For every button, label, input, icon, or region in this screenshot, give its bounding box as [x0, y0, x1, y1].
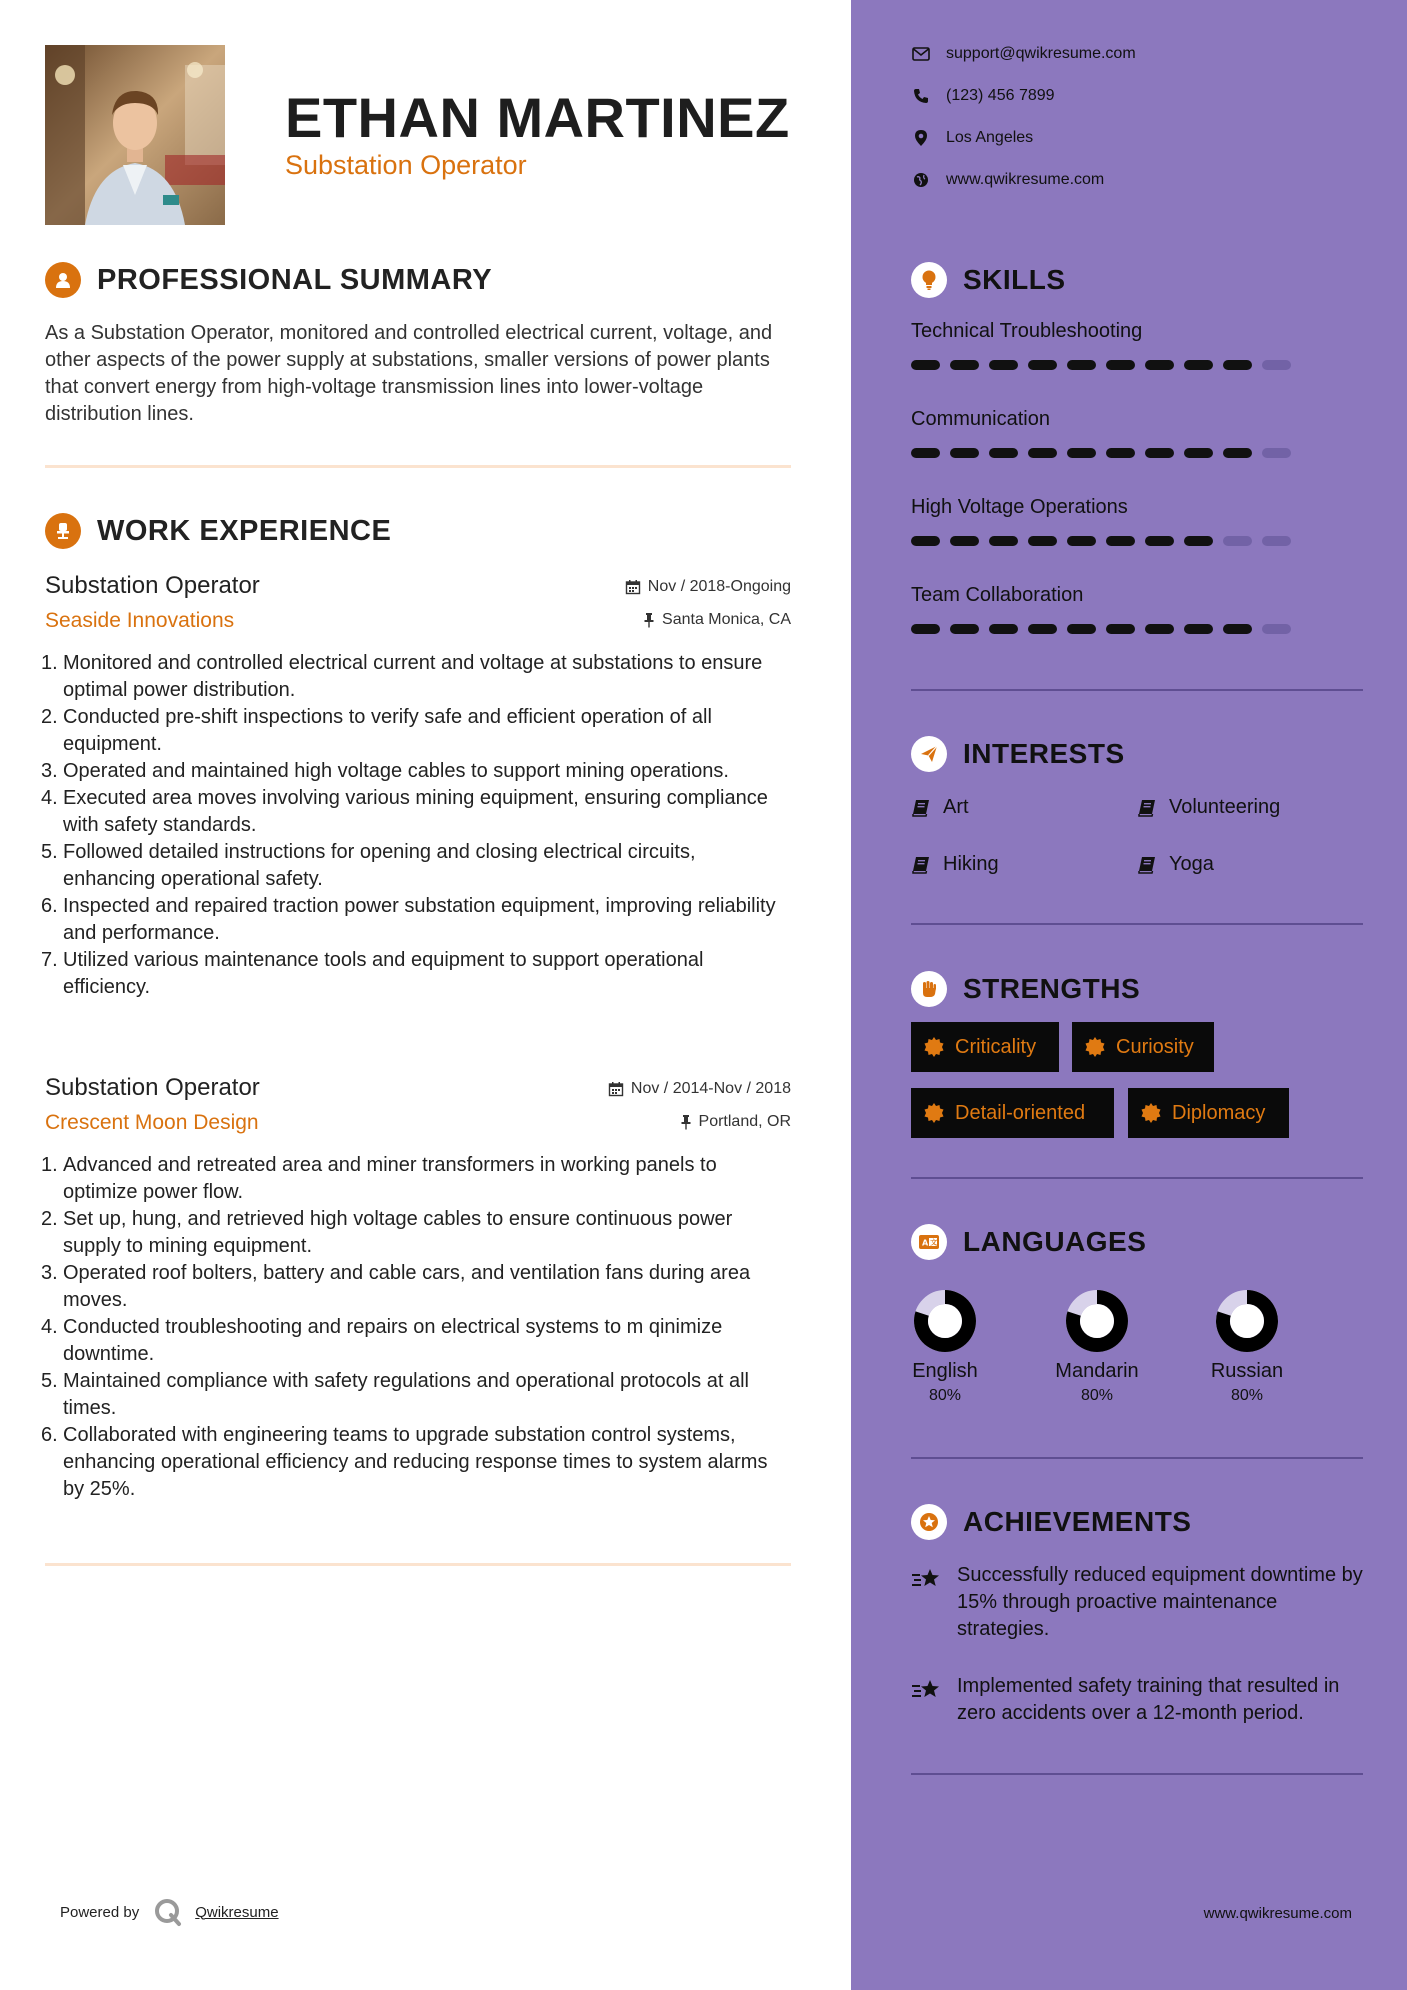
- language-item: [1187, 1288, 1307, 1405]
- footer-website[interactable]: www.qwikresume.com: [1203, 1905, 1352, 1922]
- envelope-icon: [912, 47, 930, 61]
- language-percent: 80%: [1080, 1387, 1114, 1404]
- skill-item: [911, 584, 1363, 607]
- donut-center: [928, 1304, 962, 1338]
- skill-level-bar: [911, 360, 1301, 370]
- skill-name: Communication: [911, 408, 1050, 430]
- strength-badge: Curiosity: [1072, 1022, 1214, 1072]
- skill-segment: [989, 360, 1018, 370]
- skill-segment: [1145, 360, 1174, 370]
- summary-title: PROFESSIONAL SUMMARY: [97, 263, 493, 296]
- skill-segment: [1067, 624, 1096, 634]
- skill-segment: [1028, 536, 1057, 546]
- list-item: 7. Utilized various maintenance tools and equipment to support operational efficiency.: [41, 949, 704, 998]
- skill-segment: [950, 624, 979, 634]
- list-item: 3. Operated and maintained high voltage cables to support mining operations.: [41, 760, 729, 782]
- list-item: 5. Followed detailed instructions for opening and closing electrical circuits, enhancing operational safety.: [41, 841, 696, 890]
- skill-segment: [911, 360, 940, 370]
- skill-segment: [1223, 536, 1252, 546]
- achievement-item: Successfully reduced equipment downtime by 15% through proactive maintenance strategies.: [911, 1562, 1371, 1643]
- job-dates-text: Nov / 2018-Ongoing: [647, 578, 791, 595]
- skill-segment: [1145, 536, 1174, 546]
- skills-heading: [911, 262, 1066, 298]
- skill-segment: [1106, 448, 1135, 458]
- skill-segment: [1262, 360, 1291, 370]
- map-marker-icon: [915, 130, 927, 146]
- divider: [45, 465, 791, 468]
- job-location: [680, 1113, 791, 1131]
- skill-segment: [1184, 536, 1213, 546]
- skill-level-bar: [911, 448, 1301, 458]
- list-item: 4. Executed area moves involving various mining equipment, ensuring compliance with safety standards.: [41, 787, 768, 836]
- list-item: 4. Conducted troubleshooting and repairs on electrical systems to m qinimize downtime.: [41, 1316, 723, 1365]
- skill-segment: [1184, 448, 1213, 458]
- language-percent: 80%: [1230, 1387, 1264, 1404]
- divider: [911, 1457, 1363, 1459]
- badge-icon: [1140, 1102, 1162, 1124]
- calendar-icon: [608, 1081, 624, 1097]
- office-chair-icon: [45, 513, 81, 549]
- skills-title: SKILLS: [963, 264, 1066, 295]
- job-bullets: [41, 1152, 791, 1503]
- language-donut: [912, 1288, 978, 1354]
- job-bullets: [41, 650, 791, 1001]
- donut-center: [1230, 1304, 1264, 1338]
- experience-heading: [45, 513, 391, 549]
- badge-icon: [1084, 1036, 1106, 1058]
- languages-heading: [911, 1224, 1146, 1260]
- skill-level-bar: [911, 536, 1301, 546]
- language-donut: [1214, 1288, 1280, 1354]
- job-company: Crescent Moon Design: [45, 1111, 259, 1134]
- skill-segment: [1262, 536, 1291, 546]
- job-company: Seaside Innovations: [45, 609, 235, 632]
- shooting-star-icon: [911, 1566, 943, 1592]
- phone-text[interactable]: (123) 456 7899: [946, 87, 1055, 104]
- sidebar: [851, 0, 1407, 1990]
- list-item: 2. Set up, hung, and retrieved high voltage cables to ensure continuous power supply to mining equipment.: [41, 1208, 733, 1257]
- skill-segment: [1223, 624, 1252, 634]
- summary-heading: [45, 262, 492, 298]
- contact-phone: [911, 86, 1055, 106]
- list-item: 1. Advanced and retreated area and miner transformers in working panels to optimize power flow.: [41, 1154, 717, 1203]
- job-location: [643, 611, 791, 629]
- skill-name: Team Collaboration: [911, 584, 1084, 606]
- person-name: ETHAN MARTINEZ: [285, 86, 790, 149]
- powered-by: [60, 1897, 279, 1927]
- skill-segment: [1067, 536, 1096, 546]
- divider: [911, 689, 1363, 691]
- skill-segment: [1223, 448, 1252, 458]
- skill-name: Technical Troubleshooting: [911, 320, 1143, 342]
- book-icon: [1137, 798, 1157, 818]
- language-name: Mandarin: [1055, 1360, 1139, 1382]
- divider: [45, 1563, 791, 1566]
- interests-title: INTERESTS: [963, 738, 1125, 769]
- user-icon: [45, 262, 81, 298]
- strengths-heading: [911, 971, 1140, 1007]
- skill-segment: [1184, 360, 1213, 370]
- skill-segment: [1028, 448, 1057, 458]
- qwikresume-link[interactable]: Qwikresume: [195, 1903, 279, 1921]
- list-item: 6. Collaborated with engineering teams to upgrade substation control systems, enhancing operational efficiency and reducing response times to system alarms by 25%.: [41, 1424, 768, 1500]
- svg-text:文: 文: [930, 1238, 938, 1247]
- achievements-heading: [911, 1504, 1191, 1540]
- shooting-star-icon: [911, 1677, 943, 1703]
- skill-item: [911, 320, 1363, 343]
- list-item: 1. Monitored and controlled electrical current and voltage at substations to ensure optimal power distribution.: [41, 652, 763, 701]
- donut-center: [1080, 1304, 1114, 1338]
- job-title: Substation Operator: [45, 572, 260, 599]
- person-title: Substation Operator: [285, 150, 527, 180]
- badge-icon: [923, 1036, 945, 1058]
- skill-segment: [1223, 360, 1252, 370]
- divider: [911, 1773, 1363, 1775]
- skill-item: [911, 496, 1363, 519]
- strength-badge: Diplomacy: [1128, 1088, 1289, 1138]
- skill-level-bar: [911, 624, 1301, 634]
- job-dates: [608, 1080, 791, 1098]
- location-text: Los Angeles: [946, 129, 1034, 146]
- skill-segment: [989, 624, 1018, 634]
- interest-item: Yoga: [1137, 853, 1214, 876]
- calendar-icon: [625, 579, 641, 595]
- divider: [911, 923, 1363, 925]
- achievement-item: Implemented safety training that resulted in zero accidents over a 12-month period.: [911, 1673, 1371, 1727]
- skill-segment: [989, 448, 1018, 458]
- contact-email: [911, 44, 1136, 64]
- list-item: 5. Maintained compliance with safety regulations and operational protocols at all times.: [41, 1370, 749, 1419]
- skill-segment: [1028, 360, 1057, 370]
- job-location-text: Santa Monica, CA: [662, 611, 791, 628]
- skill-segment: [1106, 360, 1135, 370]
- interest-item: Art: [911, 796, 969, 819]
- skill-segment: [1106, 624, 1135, 634]
- skill-segment: [1028, 624, 1057, 634]
- language-donut: [1064, 1288, 1130, 1354]
- job-location-text: Portland, OR: [698, 1113, 791, 1130]
- language-item: [1037, 1288, 1157, 1405]
- language-name: Russian: [1210, 1360, 1284, 1382]
- contact-website: [911, 170, 1104, 190]
- paper-plane-icon: [911, 736, 947, 772]
- interest-item: Volunteering: [1137, 796, 1280, 819]
- job-dates-text: Nov / 2014-Nov / 2018: [630, 1080, 791, 1097]
- experience-title: WORK EXPERIENCE: [97, 514, 392, 547]
- skill-segment: [950, 448, 979, 458]
- skill-segment: [911, 448, 940, 458]
- skill-segment: [1106, 536, 1135, 546]
- language-item: [885, 1288, 1005, 1405]
- globe-icon: [913, 172, 929, 188]
- skill-segment: [1067, 448, 1096, 458]
- skill-segment: [1145, 448, 1174, 458]
- star-badge-icon: [911, 1504, 947, 1540]
- list-item: 6. Inspected and repaired traction power substation equipment, improving reliability and performance.: [41, 895, 776, 944]
- fist-icon: [911, 971, 947, 1007]
- book-icon: [1137, 855, 1157, 875]
- skill-segment: [950, 536, 979, 546]
- phone-icon: [913, 88, 929, 104]
- summary-text: As a Substation Operator, monitored and controlled electrical current, voltage, and other aspects of the power supply at substations, smaller versions of power plants that convert energy from high-voltage transmission lines into lower-voltage distribution lines.: [45, 322, 773, 425]
- divider: [911, 1177, 1363, 1179]
- interest-item: Hiking: [911, 853, 999, 876]
- badge-icon: [923, 1102, 945, 1124]
- qwikresume-logo-icon: [153, 1897, 183, 1927]
- powered-by-label: Powered by: [60, 1903, 140, 1921]
- skill-segment: [1262, 448, 1291, 458]
- language-percent: 80%: [928, 1387, 962, 1404]
- skill-segment: [950, 360, 979, 370]
- skill-segment: [989, 536, 1018, 546]
- strength-badge: Detail-oriented: [911, 1088, 1114, 1138]
- job-title: Substation Operator: [45, 1074, 260, 1101]
- svg-text:A: A: [922, 1238, 929, 1248]
- skill-segment: [911, 624, 940, 634]
- achievements-title: ACHIEVEMENTS: [963, 1506, 1192, 1537]
- profile-photo: [45, 45, 225, 225]
- email-text[interactable]: support@qwikresume.com: [946, 45, 1136, 62]
- skill-segment: [1184, 624, 1213, 634]
- language-name: English: [912, 1360, 978, 1382]
- language-card-icon: [911, 1224, 947, 1260]
- skill-segment: [1067, 360, 1096, 370]
- languages-title: LANGUAGES: [963, 1226, 1147, 1257]
- list-item: 3. Operated roof bolters, battery and cable cars, and ventilation fans during area moves.: [41, 1262, 751, 1311]
- website-text[interactable]: www.qwikresume.com: [946, 171, 1105, 188]
- strengths-title: STRENGTHS: [963, 973, 1141, 1004]
- pin-icon: [643, 612, 655, 628]
- skill-segment: [911, 536, 940, 546]
- pin-icon: [680, 1114, 692, 1130]
- interests-heading: [911, 736, 1125, 772]
- book-icon: [911, 855, 931, 875]
- profile-photo-image: [45, 45, 225, 225]
- list-item: 2. Conducted pre-shift inspections to verify safe and efficient operation of all equipment.: [41, 706, 712, 755]
- skill-segment: [1145, 624, 1174, 634]
- strength-badge: Criticality: [911, 1022, 1059, 1072]
- skill-name: High Voltage Operations: [911, 496, 1128, 518]
- skill-item: [911, 408, 1363, 431]
- contact-location: [911, 128, 1033, 148]
- skill-segment: [1262, 624, 1291, 634]
- book-icon: [911, 798, 931, 818]
- lightbulb-icon: [911, 262, 947, 298]
- job-entry: [41, 572, 791, 1032]
- job-entry: [41, 1074, 791, 1514]
- job-dates: [625, 578, 791, 596]
